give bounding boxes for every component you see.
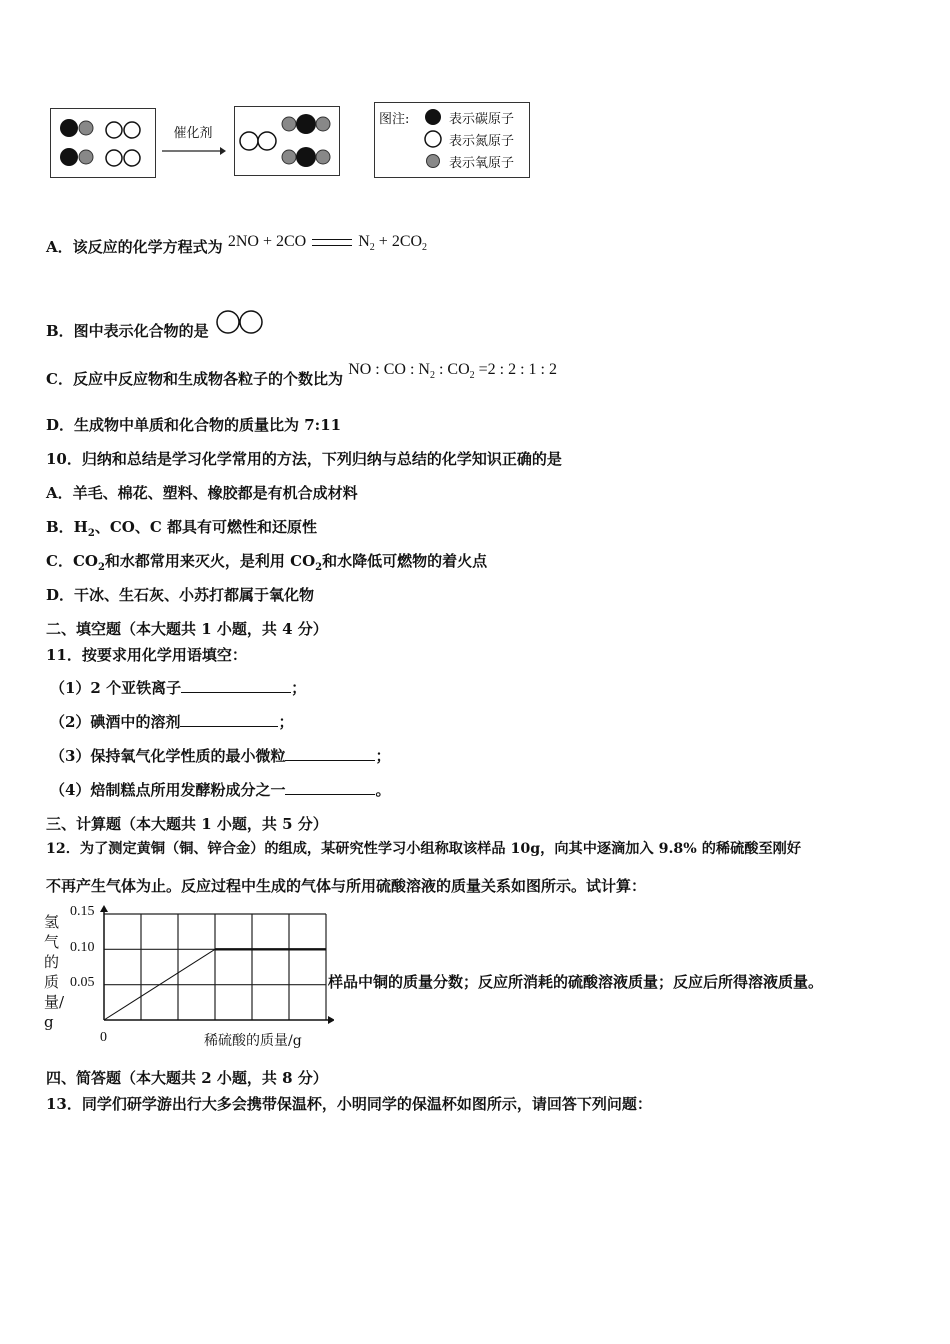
q10-option-a: A．羊毛、棉花、塑料、橡胶都是有机合成材料 <box>46 484 358 502</box>
legend-oxygen: 表示氧原子 <box>449 156 515 171</box>
ratio-b: : CO <box>434 361 470 378</box>
q11-item-4-text: （4）焙制糕点所用发酵粉成分之一 <box>50 781 286 799</box>
eq-right2: + 2CO <box>374 233 423 250</box>
q9-option-d: D．生成物中单质和化合物的质量比为 7:11 <box>46 416 342 434</box>
q9-c-ratio <box>348 361 557 382</box>
n2-molecule-icon <box>214 310 268 338</box>
ratio-c: =2 : 2 : 1 : 2 <box>474 361 557 378</box>
legend-box <box>374 102 530 178</box>
legend-title: 图注: <box>379 112 410 127</box>
q11-item-4 <box>50 779 390 800</box>
q11-item-1-text: （1）2 个亚铁离子 <box>50 679 182 697</box>
answer-blank-4[interactable] <box>285 780 375 795</box>
q10-c-sub: 2 <box>97 562 105 573</box>
section4-title: 四、简答题（本大题共 2 小题，共 8 分） <box>46 1069 328 1087</box>
catalyst-arrow <box>160 122 226 152</box>
arrow-icon <box>160 146 226 156</box>
q9-option-b <box>46 310 268 341</box>
section2-title: 二、填空题（本大题共 1 小题，共 4 分） <box>46 620 328 638</box>
ratio-sub1: 2 <box>429 370 435 382</box>
y-tick-label-2: 0.05 <box>70 975 95 990</box>
q11-item-1-end: ； <box>291 679 307 697</box>
reactant-box <box>50 108 156 178</box>
q10-option-c <box>46 550 487 573</box>
product-molecules <box>235 107 339 175</box>
q11-item-2-end: ； <box>278 713 294 731</box>
answer-blank-2[interactable] <box>180 712 278 727</box>
reactant-molecules <box>51 109 155 177</box>
eq-sub: 2 <box>369 242 375 254</box>
product-box <box>234 106 340 176</box>
y-tick-label-1: 0.10 <box>70 940 95 955</box>
answer-blank-3[interactable] <box>285 746 375 761</box>
q10-c-pre: C．CO <box>46 552 98 570</box>
y-tick-label-0: 0.15 <box>70 904 95 919</box>
q11-item-4-end: 。 <box>375 781 391 799</box>
q10-option-b <box>46 516 317 539</box>
q10-stem: 10．归纳和总结是学习化学常用的方法，下列归纳与总结的化学知识正确的是 <box>46 450 562 468</box>
q11-item-3-text: （3）保持氧气化学性质的最小微粒 <box>50 747 286 765</box>
answer-blank-1[interactable] <box>181 678 291 693</box>
q9-b-text: B．图中表示化合物的是 <box>46 322 209 340</box>
q9-c-text: C．反应中反应物和生成物各粒子的个数比为 <box>46 370 343 388</box>
q10-c-sub2: 2 <box>315 562 323 573</box>
q9-option-a <box>46 233 428 259</box>
legend-nitrogen: 表示氮原子 <box>449 134 515 149</box>
q12-tasks: 样品中铜的质量分数；反应所消耗的硫酸溶液质量；反应后所得溶液质量。 <box>328 973 824 991</box>
q9-option-c <box>46 361 557 391</box>
q10-c-post: 和水降低可燃物的着火点 <box>322 552 488 570</box>
eq-double-line <box>312 239 352 246</box>
eq-left: 2NO + 2CO <box>227 233 307 250</box>
q11-item-3-end: ； <box>375 747 391 765</box>
x-axis-arrow <box>328 1016 334 1024</box>
hydrogen-chart <box>44 904 334 1052</box>
legend-carbon: 表示碳原子 <box>449 112 515 127</box>
q11-item-2-text: （2）碘酒中的溶剂 <box>50 713 181 731</box>
ratio-sub2: 2 <box>469 370 475 382</box>
ratio-a: NO : CO : N <box>348 361 430 378</box>
chart-plot <box>44 904 334 1034</box>
q9-a-text: A．该反应的化学方程式为 <box>46 238 223 256</box>
y-axis-arrow <box>100 905 108 912</box>
q10-b-pre: B．H <box>46 518 88 536</box>
q11-stem: 11．按要求用化学用语填空： <box>46 646 247 664</box>
q12-line-1: 12．为了测定黄铜（铜、锌合金）的组成，某研究性学习小组称取该样品 10g，向其中逐滴加入 9.8% 的稀硫酸至刚好 <box>46 841 802 857</box>
q11-item-2 <box>50 711 293 732</box>
q11-item-3 <box>50 745 390 766</box>
eq-sub2: 2 <box>422 242 428 254</box>
q13-stem: 13．同学们研学游出行大多会携带保温杯，小明同学的保温杯如图所示，请回答下列问题： <box>46 1095 652 1113</box>
chart-xlabel: 稀硫酸的质量/g <box>204 1033 302 1049</box>
q10-c-mid: 和水都常用来灭火，是利用 CO <box>104 552 316 570</box>
eq-right: N <box>358 233 370 250</box>
origin-label: 0 <box>100 1030 107 1045</box>
q10-b-post: 、CO、C 都具有可燃性和还原性 <box>94 518 317 536</box>
q10-option-d: D．干冰、生石灰、小苏打都属于氧化物 <box>46 586 315 604</box>
legend-icons <box>423 106 443 176</box>
chart-ylabel: 氢气的质量/g <box>44 913 65 1031</box>
q9-a-equation <box>227 233 428 254</box>
q12-line-2: 不再产生气体为止。反应过程中生成的气体与所用硫酸溶液的质量关系如图所示。试计算： <box>46 877 647 895</box>
q11-item-1 <box>50 677 306 698</box>
q10-b-sub: 2 <box>87 528 95 539</box>
section3-title: 三、计算题（本大题共 1 小题，共 5 分） <box>46 815 328 833</box>
catalyst-label: 催化剂 <box>173 126 213 141</box>
